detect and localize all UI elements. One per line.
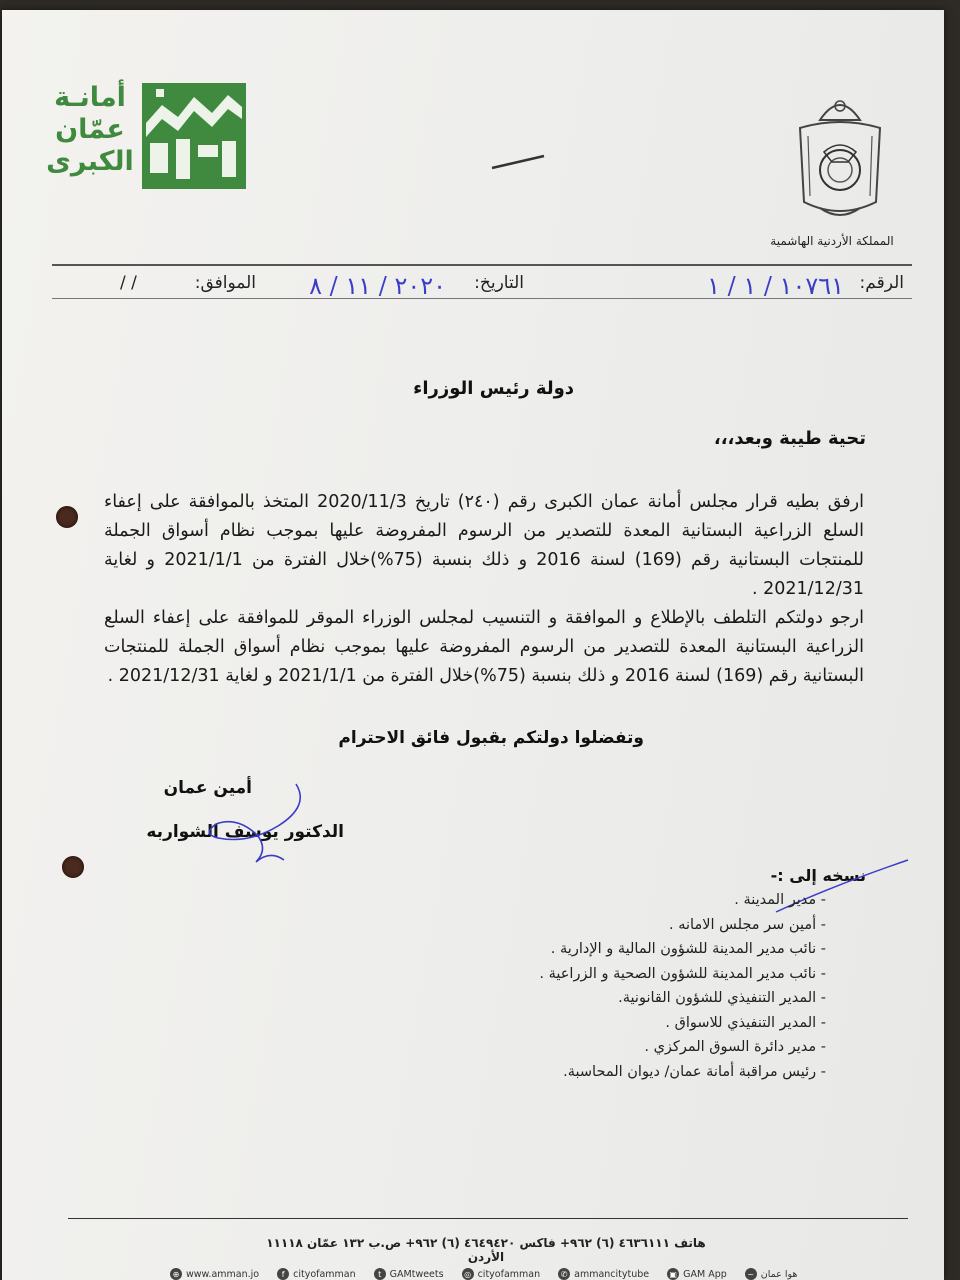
letter-page	[2, 10, 944, 1280]
cc-item: - المدير التنفيذي للشؤون القانونية.	[539, 986, 826, 1011]
app-icon: ▣	[667, 1268, 679, 1280]
cc-item: - نائب مدير المدينة للشؤون المالية و الإدارية .	[539, 937, 826, 962]
logo-line-2: عمّان	[55, 114, 125, 145]
ref-hijri-label: الموافق:	[194, 273, 256, 293]
web-icon: ⊕	[170, 1268, 182, 1280]
social-item: ⊕ www.amman.jo	[170, 1268, 259, 1280]
cc-item: - رئيس مراقبة أمانة عمان/ ديوان المحاسبة.	[539, 1060, 826, 1085]
instagram-icon: ◎	[462, 1268, 474, 1280]
signature-scribble	[198, 776, 328, 876]
pencil-mark	[490, 152, 546, 172]
social-item: ~ هوا عمان	[745, 1268, 798, 1280]
ref-date-label: التاريخ:	[474, 273, 524, 293]
footer-contact: هاتف ٤٦٣٦١١١ (٦) ٩٦٢+ فاكس ٤٦٤٩٤٢٠ (٦) ٩٦٢+ ص.ب ١٣٢ عمّان ١١١١٨ الأردن	[266, 1236, 706, 1264]
twitter-icon: t	[374, 1268, 386, 1280]
paragraph-2: ارجو دولتكم التلطف بالإطلاع و الموافقة و التنسيب لمجلس الوزراء الموقر للموافقة على إعفاء السلع الزراعية البستانية المعدة للتصدير من الرسوم المفروضة عليها بموجب نظام أسواق الجملة للمنتجات البستانية رقم (169) لسنة 2016 و ذلك بنسبة (75%)خلال الفترة من 2021/1/1 و لغاية 2021/12/31 .	[104, 608, 864, 686]
paragraph-1: ارفق بطيه قرار مجلس أمانة عمان الكبرى رقم (٢٤٠) تاريخ 2020/11/3 المتخذ بالموافقة على إعفاء السلع الزراعية البستانية المعدة للتصدير من الرسوم المفروضة عليها بموجب نظام أسواق الجملة للمنتجات البستانية رقم (169) لسنة 2016 و ذلك بنسبة (75%)خلال الفترة من 2021/1/1 و لغاية 2021/12/31 .	[104, 492, 865, 599]
hawa-amman-icon: ~	[745, 1268, 757, 1280]
cc-item: - مدير المدينة .	[539, 888, 826, 913]
hashemite-crest-icon	[790, 92, 890, 228]
gam-logo-text	[42, 82, 138, 178]
social-item: ▣ GAM App	[667, 1268, 727, 1280]
cc-item: - نائب مدير المدينة للشؤون الصحية و الزراعية .	[539, 962, 826, 987]
closing-line: وتفضلوا دولتكم بقبول فائق الاحترام	[338, 728, 644, 748]
logo-line-1: أمانـة	[54, 82, 126, 113]
signatory-name: الدكتور يوسف الشواربه	[146, 822, 344, 842]
footer-rule	[68, 1218, 908, 1219]
social-item: f cityofamman	[277, 1268, 356, 1280]
ref-number-value: ١٠٧٦١ / ١ / ١	[707, 272, 844, 300]
kingdom-label: المملكة الأردنية الهاشمية	[770, 234, 894, 248]
greeting: تحية طيبة وبعد،،،	[713, 428, 866, 449]
whatsapp-icon: ✆	[558, 1268, 570, 1280]
social-item: ✆ ammancitytube	[558, 1268, 649, 1280]
social-item: ◎ cityofamman	[462, 1268, 541, 1280]
ref-hijri-value: / /	[120, 273, 137, 293]
addressee: دولة رئيس الوزراء	[413, 378, 574, 399]
ref-number-label: الرقم:	[859, 273, 904, 293]
punch-hole-lower	[62, 856, 84, 878]
cc-item: - المدير التنفيذي للاسواق .	[539, 1011, 826, 1036]
cc-label: نسخه إلى :-	[770, 866, 866, 885]
logo-line-3: الكبرى	[46, 146, 134, 177]
cc-item: - أمين سر مجلس الامانه .	[539, 913, 826, 938]
header-rule	[52, 264, 912, 266]
gam-logo-mark	[142, 83, 246, 189]
ref-date-value: ٢٠٢٠ / ١١ / ٨	[309, 272, 446, 300]
signatory-title: أمين عمان	[163, 778, 252, 798]
punch-hole-upper	[56, 506, 78, 528]
cc-item: - مدير دائرة السوق المركزي .	[539, 1035, 826, 1060]
footer-social	[170, 1268, 815, 1280]
facebook-icon: f	[277, 1268, 289, 1280]
cc-list	[539, 888, 826, 1084]
social-item: t GAMtweets	[374, 1268, 444, 1280]
